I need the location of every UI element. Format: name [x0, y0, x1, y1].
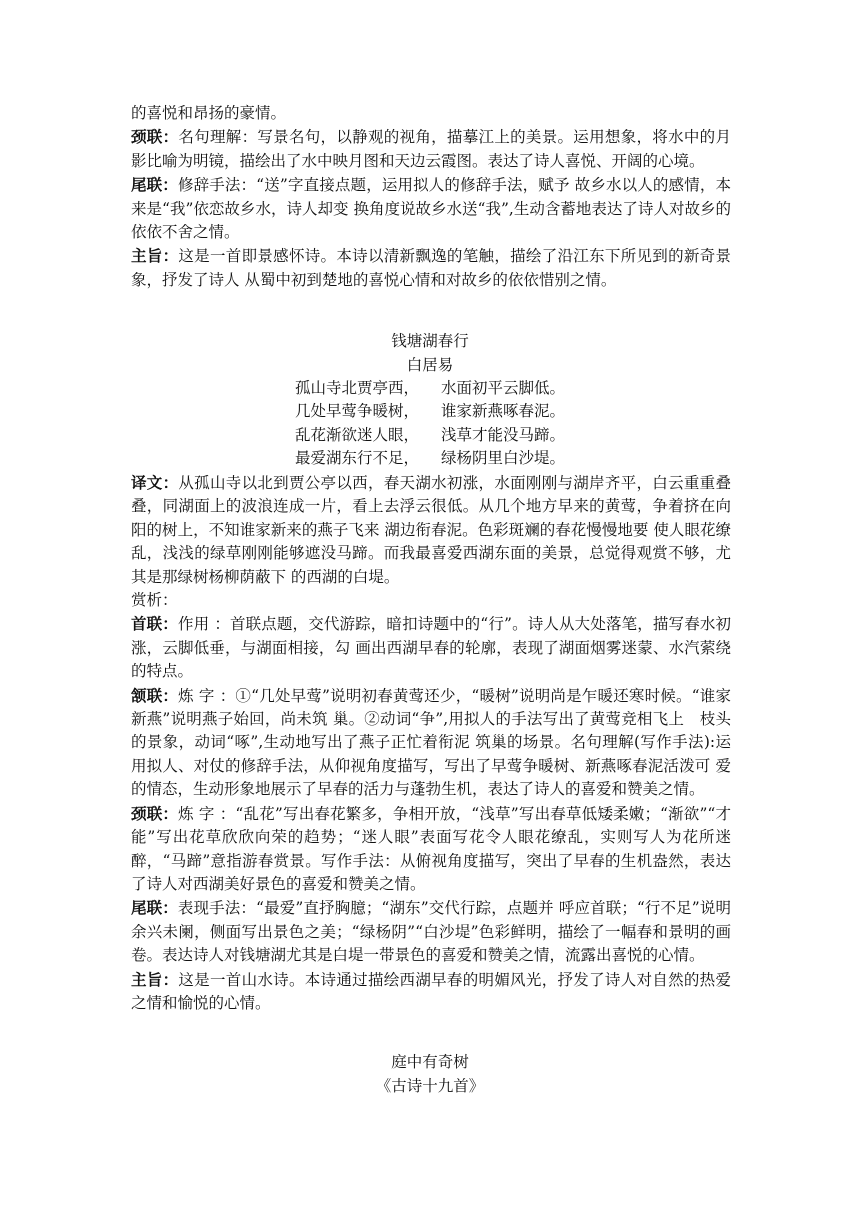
poem-line: 乱花渐欲迷人眼， 浅草才能没马蹄。: [294, 425, 566, 444]
section-qiantang-commentary: [131, 471, 747, 1015]
poem-line: 最爱湖东行不足， 绿杨阴里白沙堤。: [294, 449, 566, 468]
zhuzhi-label: 主旨：: [131, 246, 179, 266]
shoulian-text: 作用 ：首联点题，交代游踪，暗扣诗题中的“行”。诗人从大处落笔，描写春水初涨，云脚低垂，与湖面相接，勾 画出西湖早春的轮廓，表现了湖面烟雾迷蒙、水汽萦绕的特点。: [131, 615, 731, 681]
poem-title: 钱塘湖春行: [391, 332, 469, 350]
shoulian-paragraph: [131, 612, 731, 683]
poem-title: 庭中有奇树: [391, 1053, 469, 1071]
weilian-text: 表现手法：“最爱”直抒胸臆；“湖东”交代行踪，点题并 呼应首联；“行不足”说明余兴未阑，侧面写出景色之美；“绿杨阴”“白沙堤”色彩鲜明，描绘了一幅春和景明的画卷。表达诗人对钱塘湖尤其是白堤一带景色的喜爱和赞美之情，流露出喜悦的心情。: [131, 899, 731, 965]
zhuzhi-paragraph: [131, 244, 731, 292]
jinglian-label: 颈联：: [131, 127, 179, 147]
weilian-paragraph: [131, 173, 731, 244]
weilian-label: 尾联：: [131, 898, 178, 918]
zhuzhi-text: 这是一首即景感怀诗。本诗以清新飘逸的笔触，描绘了沿江东下所见到的新奇景象，抒发了诗人 从蜀中初到楚地的喜悦心情和对故乡的依依惜别之情。: [131, 247, 731, 289]
jinglian-label: 颈联：: [131, 803, 179, 823]
continued-line: 的喜悦和昂扬的豪情。: [131, 104, 287, 122]
zhuzhi-text: 这是一首山水诗。本诗通过描绘西湖早春的明媚风光，抒发了诗人对自然的热爱之情和愉悦的心情。: [131, 970, 731, 1012]
yiwen-text: 从孤山寺以北到贾公亭以西，春天湖水初涨，水面刚刚与湖岸齐平，白云重重叠叠，同湖面上的波浪连成一片，看上去浮云很低。从几个地方早来的黄莺，争着挤在向阳的树上，不知谁家新来的燕子飞来 湖边衔春泥。色彩斑斓的春花慢慢地要 使人眼花缭乱，浅浅的绿草刚刚能够遮没马蹄。而我最喜爱西湖东面的美景，总觉得观赏不够，尤其是那绿树杨柳荫蔽下 的西湖的白堤。: [131, 474, 731, 586]
shoulian-label: 首联：: [131, 614, 178, 634]
hanlian-text: 炼 字 ：①“几处早莺”说明初春黄莺还少，“暖树”说明尚是乍暖还寒时候。“谁家新燕”说明燕子始回，尚未筑 巢。②动词“争”,用拟人的手法写出了黄莺竞相飞上 枝头的景象，动词“啄”,生动地写出了燕子正忙着衔泥 筑巢的场景。名句理解(写作手法):运用拟人、对仗的修辞手法，从仰视角度描写，写出了早莺争暖树、新燕啄春泥活泼可 爱的情态，生动形象地展示了早春的活力与蓬勃生机，表达了诗人的喜爱和赞美之情。: [131, 686, 731, 799]
poem-line: 孤山寺北贾亭西， 水面初平云脚低。: [294, 379, 566, 397]
poem-source: 《古诗十九首》: [375, 1077, 485, 1095]
weilian-label: 尾联：: [131, 175, 178, 195]
section-previous-commentary: [131, 102, 731, 292]
jinglian-text: 炼 字 ：“乱花”写出春花繁多，争相开放，“浅草”写出春草低矮柔嫩；“渐欲”“才能”写出花草欣欣向荣的趋势；“迷人眼”表面写花令人眼花缭乱，实则写人为花所迷 醉，“马蹄”意指游春赏景。写作手法：从俯视角度描写，突出了早春的生机盎然，表达了诗人对西湖美好景色的喜爱和赞美之情。: [131, 804, 747, 893]
zhuzhi-paragraph: [131, 968, 731, 1016]
weilian-text: 修辞手法：“送”字直接点题，运用拟人的修辞手法，赋予 故乡水以人的感情，本来是“我”依恋故乡水，诗人却变 换角度说故乡水送“我”,生动含蓄地表达了诗人对故乡的依依不舍之情。: [131, 176, 731, 242]
jinglian-paragraph: [131, 125, 731, 173]
yiwen-paragraph: [131, 471, 731, 589]
shangxi-heading: 赏析：: [131, 591, 178, 610]
poem-qiantang: [0, 329, 860, 471]
jinglian-paragraph: [131, 802, 747, 897]
hanlian-paragraph: [131, 684, 731, 802]
yiwen-label: 译文：: [131, 473, 179, 492]
hanlian-label: 颔联：: [131, 685, 179, 705]
weilian-paragraph: [131, 896, 731, 967]
zhuzhi-label: 主旨：: [131, 969, 179, 989]
jinglian-text: 名句理解：写景名句，以静观的视角，描摹江上的美景。运用想象，将水中的月影比喻为明镜，描绘出了水中映月图和天边云霞图。表达了诗人喜悦、开阔的心境。: [131, 128, 731, 170]
poem-tingzhong: [0, 1050, 860, 1098]
poem-line: 几处早莺争暖树， 谁家新燕啄春泥。: [294, 402, 566, 421]
poem-author: 白居易: [406, 356, 454, 374]
